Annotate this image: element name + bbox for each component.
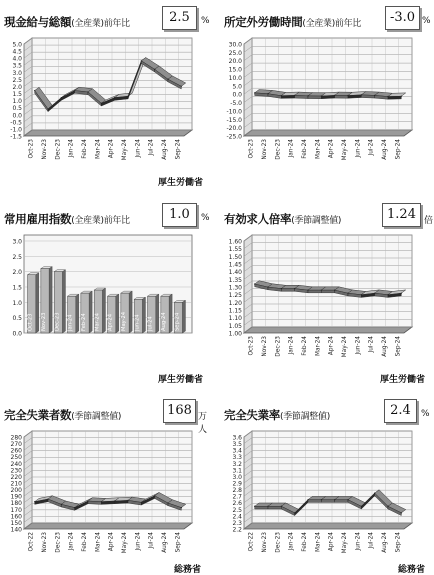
- unit-label: %: [421, 409, 430, 419]
- data-point: [74, 507, 75, 508]
- data-point: [307, 290, 308, 291]
- data-point: [281, 95, 282, 96]
- x-tick-label: Dec-23: [54, 312, 61, 331]
- x-tick-label: Jul-24: [368, 532, 375, 549]
- unit-label: %: [201, 16, 210, 26]
- x-tick-label: Sep-24: [395, 532, 402, 553]
- y-tick-label: 2.5: [12, 76, 22, 84]
- x-tick-label: Feb-24: [302, 532, 308, 552]
- data-point: [321, 499, 322, 500]
- x-tick-label: Sep-24: [395, 336, 402, 357]
- y-tick-label: 2.5: [232, 506, 242, 514]
- chart-panel-unemployment-rate: [224, 399, 429, 575]
- line-segment-edge: [321, 290, 334, 293]
- y-tick-label: 10.0: [228, 74, 242, 82]
- x-tick-label: Aug-24: [382, 532, 388, 553]
- y-tick-label: 30.0: [228, 41, 242, 49]
- line-segment-edge: [321, 95, 334, 98]
- y-tick-label: 1.15: [228, 307, 242, 315]
- x-tick-label: Nov-23: [262, 532, 268, 553]
- y-tick-label: 1.45: [228, 261, 242, 269]
- data-point: [101, 103, 102, 104]
- y-tick-label: 2.0: [12, 83, 22, 91]
- x-tick-label: Jul-24: [368, 139, 375, 156]
- headline-value: 2.5: [162, 6, 197, 30]
- data-point: [47, 108, 48, 109]
- data-point: [321, 95, 322, 96]
- bar-side: [62, 270, 65, 333]
- chart-plot: [224, 32, 430, 172]
- line-segment-edge: [281, 95, 294, 98]
- x-tick-label: May-24: [122, 139, 128, 161]
- chart-title: 完全失業者数(季節調整値): [4, 408, 122, 422]
- data-point: [307, 499, 308, 500]
- chart-plot: [4, 32, 210, 172]
- data-point: [34, 501, 35, 502]
- x-tick-label: Nov-23: [41, 312, 47, 331]
- headline-value: 2.4: [384, 399, 417, 423]
- y-tick-label: 170: [10, 506, 22, 514]
- chart-plot: [224, 229, 430, 369]
- x-tick-label: Dec-23: [275, 532, 282, 553]
- y-tick-label: 3.1: [232, 467, 242, 475]
- data-point: [387, 96, 388, 97]
- y-tick-label: 2.4: [232, 513, 242, 521]
- y-tick-label: 4.0: [12, 55, 22, 63]
- y-tick-label: 3.4: [232, 447, 242, 455]
- line-segment-edge: [335, 95, 348, 98]
- chart-title: 完全失業率(季節調整値): [224, 408, 330, 422]
- y-tick-label: 1.05: [228, 322, 242, 330]
- y-tick-label: -5.0: [230, 100, 242, 108]
- x-tick-label: Aug-24: [382, 336, 388, 357]
- data-point: [47, 498, 48, 499]
- x-tick-label: Jan-24: [68, 139, 75, 158]
- data-point: [101, 501, 102, 502]
- floor: [244, 523, 412, 529]
- x-tick-label: Apr-24: [328, 532, 335, 552]
- y-tick-label: -10.0: [226, 108, 242, 116]
- x-tick-label: Oct-22: [248, 532, 255, 552]
- x-tick-label: Apr-24: [328, 139, 335, 159]
- x-tick-label: Sep-24: [395, 139, 402, 160]
- x-tick-label: Apr-24: [328, 336, 335, 356]
- data-point: [267, 506, 268, 507]
- y-tick-label: 1.40: [228, 269, 242, 277]
- y-tick-label: 15.0: [228, 66, 242, 74]
- data-point: [154, 69, 155, 70]
- x-tick-label: Mar-24: [95, 139, 102, 160]
- y-tick-label: -20.0: [226, 125, 242, 133]
- y-tick-label: 0.0: [12, 330, 22, 338]
- data-point: [334, 499, 335, 500]
- y-tick-label: 3.0: [12, 69, 22, 77]
- y-tick-label: -1.5: [10, 133, 22, 141]
- x-tick-label: Feb-24: [302, 139, 308, 159]
- y-tick-label: 0.5: [12, 105, 22, 113]
- y-tick-label: 280: [10, 434, 22, 442]
- line-segment-edge: [255, 93, 268, 97]
- chart-title: 所定外労働時間(全産業)前年比: [224, 15, 362, 29]
- x-tick-label: Jul-24: [148, 139, 155, 156]
- bar-side: [182, 300, 185, 333]
- line-segment-edge: [361, 95, 374, 98]
- data-point: [114, 97, 115, 98]
- line-segment-edge: [348, 95, 361, 98]
- data-point: [141, 60, 142, 61]
- y-tick-label: -15.0: [226, 116, 242, 124]
- x-tick-label: Dec-23: [55, 139, 62, 160]
- data-point: [307, 95, 308, 96]
- y-tick-label: -25.0: [226, 133, 242, 141]
- y-tick-label: 0.0: [12, 112, 22, 120]
- x-tick-label: Sep-24: [175, 532, 182, 553]
- data-point: [401, 512, 402, 513]
- data-point: [374, 493, 375, 494]
- line-segment-edge: [101, 501, 114, 504]
- y-tick-label: 1.00: [228, 330, 242, 338]
- y-tick-label: 1.55: [228, 246, 242, 254]
- data-point: [361, 294, 362, 295]
- x-tick-label: Mar-24: [315, 139, 322, 160]
- x-tick-label: May-24: [122, 532, 128, 554]
- y-tick-label: 230: [10, 467, 22, 475]
- x-tick-label: Dec-23: [275, 139, 282, 160]
- x-tick-label: Mar-24: [315, 336, 322, 357]
- x-tick-label: Oct-23: [248, 336, 255, 356]
- x-tick-label: Nov-23: [42, 139, 48, 160]
- y-tick-label: 180: [10, 500, 22, 508]
- x-tick-label: Jun-24: [355, 532, 362, 551]
- data-point: [374, 293, 375, 294]
- headline-value: -3.0: [385, 6, 420, 30]
- y-tick-label: 150: [10, 519, 22, 527]
- data-point: [154, 495, 155, 496]
- y-tick-label: 1.30: [228, 284, 242, 292]
- data-point: [167, 502, 168, 503]
- y-tick-label: 2.8: [232, 487, 242, 495]
- floor: [24, 523, 192, 529]
- y-tick-label: -1.0: [10, 126, 22, 134]
- chart-panel-unemployed-persons: [4, 399, 209, 575]
- x-tick-label: Nov-23: [262, 336, 268, 357]
- data-point: [181, 86, 182, 87]
- data-point: [294, 95, 295, 96]
- y-tick-label: 1.25: [228, 292, 242, 300]
- side-wall: [24, 38, 32, 136]
- x-tick-label: Jul-24: [368, 336, 375, 353]
- y-tick-label: 250: [10, 454, 22, 462]
- bar-side: [169, 294, 172, 333]
- line-segment-edge: [268, 506, 281, 509]
- y-tick-label: 3.3: [232, 454, 242, 462]
- x-tick-label: May-24: [342, 532, 348, 554]
- y-tick-label: 2.6: [232, 500, 242, 508]
- data-point: [281, 288, 282, 289]
- data-point: [127, 96, 128, 97]
- y-tick-label: 4.5: [12, 48, 22, 56]
- data-point: [401, 293, 402, 294]
- chart-title: 有効求人倍率(季節調整値): [224, 212, 342, 226]
- chart-plot: [4, 229, 210, 369]
- line-segment-edge: [335, 500, 348, 503]
- floor: [244, 327, 412, 333]
- headline-value: 1.0: [162, 203, 197, 227]
- bar-side: [129, 291, 132, 333]
- data-point: [167, 79, 168, 80]
- unit-label: 万人: [198, 412, 208, 435]
- x-tick-label: Jan-24: [288, 532, 295, 551]
- x-tick-label: Jun-24: [135, 139, 142, 158]
- y-tick-label: 270: [10, 441, 22, 449]
- data-point: [61, 504, 62, 505]
- headline-value: 168: [163, 399, 196, 423]
- y-tick-label: 0.0: [232, 91, 242, 99]
- bar-side: [89, 291, 92, 333]
- data-point: [267, 93, 268, 94]
- data-point: [34, 90, 35, 91]
- x-tick-label: Apr-24: [107, 313, 114, 331]
- y-tick-label: 1.10: [228, 315, 242, 323]
- chart-panel-wages: [4, 6, 209, 186]
- y-tick-label: 3.0: [232, 473, 242, 481]
- data-point: [361, 94, 362, 95]
- bar-side: [116, 294, 119, 333]
- line-segment-edge: [115, 500, 128, 503]
- x-tick-label: Dec-23: [55, 532, 62, 553]
- data-point: [181, 507, 182, 508]
- floor: [24, 130, 192, 136]
- y-tick-label: 1.0: [12, 98, 22, 106]
- x-tick-label: Mar-24: [315, 532, 322, 553]
- x-tick-label: Sep-24: [174, 312, 181, 331]
- y-tick-label: 220: [10, 473, 22, 481]
- bar-side: [102, 288, 105, 333]
- source-label: 厚生労働省: [379, 375, 425, 385]
- bar-side: [76, 294, 79, 333]
- data-point: [387, 506, 388, 507]
- y-tick-label: 140: [10, 526, 22, 534]
- headline-value: 1.24: [382, 203, 421, 227]
- line-segment-edge: [308, 290, 321, 293]
- chart-title: 常用雇用指数(全産業)前年比: [4, 212, 130, 226]
- y-tick-label: 2.7: [232, 493, 242, 501]
- y-tick-label: 190: [10, 493, 22, 501]
- data-point: [267, 286, 268, 287]
- x-tick-label: Jan-24: [67, 314, 74, 331]
- bar-side: [36, 273, 39, 333]
- unit-label: %: [201, 213, 210, 223]
- x-tick-label: Nov-23: [42, 532, 48, 553]
- data-point: [74, 90, 75, 91]
- x-tick-label: May-24: [342, 139, 348, 161]
- data-point: [387, 294, 388, 295]
- y-tick-label: 5.0: [232, 83, 242, 91]
- y-tick-label: 20.0: [228, 58, 242, 66]
- data-point: [114, 500, 115, 501]
- y-tick-label: 2.5: [12, 253, 22, 261]
- data-point: [87, 91, 88, 92]
- y-tick-label: 3.0: [12, 238, 22, 246]
- floor: [244, 130, 412, 136]
- data-point: [294, 512, 295, 513]
- y-tick-label: 240: [10, 460, 22, 468]
- x-tick-label: Apr-24: [108, 139, 115, 159]
- y-tick-label: 0.5: [12, 315, 22, 323]
- y-tick-label: 160: [10, 513, 22, 521]
- y-tick-label: 1.35: [228, 276, 242, 284]
- y-tick-label: 2.3: [232, 519, 242, 527]
- x-tick-label: Jun-24: [134, 314, 141, 331]
- chart-title: 現金給与総額(全産業)前年比: [4, 15, 130, 29]
- chart-plot: [4, 425, 210, 565]
- side-wall: [244, 38, 252, 136]
- x-tick-label: Jul-24: [148, 532, 155, 549]
- x-tick-label: Mar-24: [95, 532, 102, 553]
- line-segment-edge: [308, 96, 321, 99]
- data-point: [347, 499, 348, 500]
- data-point: [141, 502, 142, 503]
- chart-panel-job-openings-ratio: [224, 203, 434, 385]
- y-tick-label: 1.0: [12, 299, 22, 307]
- y-tick-label: 1.5: [12, 91, 22, 99]
- line-segment-edge: [255, 506, 268, 509]
- data-point: [87, 500, 88, 501]
- y-tick-label: 3.2: [232, 460, 242, 468]
- x-tick-label: Aug-24: [382, 139, 388, 160]
- source-label: 厚生労働省: [157, 375, 203, 385]
- x-tick-label: Mar-24: [94, 313, 101, 331]
- chart-panel-employment-index: [4, 203, 209, 383]
- y-tick-label: 2.9: [232, 480, 242, 488]
- data-point: [254, 283, 255, 284]
- x-tick-label: Jan-24: [288, 139, 295, 158]
- line-segment-edge: [88, 501, 101, 504]
- y-tick-label: 1.50: [228, 253, 242, 261]
- x-tick-label: Jan-24: [68, 532, 75, 551]
- data-point: [254, 92, 255, 93]
- x-tick-label: Feb-24: [81, 313, 87, 331]
- data-point: [347, 293, 348, 294]
- line-segment-edge: [321, 500, 334, 503]
- y-tick-label: 210: [10, 480, 22, 488]
- y-tick-label: 1.5: [12, 284, 22, 292]
- x-tick-label: Jan-24: [288, 336, 295, 355]
- data-point: [361, 506, 362, 507]
- y-tick-label: 3.6: [232, 434, 242, 442]
- x-tick-label: Feb-24: [82, 532, 88, 552]
- y-tick-label: 200: [10, 487, 22, 495]
- chart-panel-overtime: [224, 6, 429, 186]
- x-tick-label: Aug-24: [161, 312, 167, 331]
- x-tick-label: Apr-24: [108, 532, 115, 552]
- x-tick-label: Dec-23: [275, 336, 282, 357]
- y-tick-label: 1.20: [228, 299, 242, 307]
- y-tick-label: 2.2: [232, 526, 242, 534]
- data-point: [254, 506, 255, 507]
- x-tick-label: Sep-24: [175, 139, 182, 160]
- y-tick-label: 2.0: [12, 269, 22, 277]
- x-tick-label: Aug-24: [162, 139, 168, 160]
- x-tick-label: Feb-24: [82, 139, 88, 159]
- y-tick-label: 3.5: [232, 441, 242, 449]
- bar-side: [156, 294, 159, 333]
- x-tick-label: Feb-24: [302, 336, 308, 356]
- data-point: [347, 95, 348, 96]
- unit-label: %: [422, 16, 431, 26]
- line-segment-edge: [295, 95, 308, 98]
- line-segment-edge: [388, 96, 401, 99]
- x-tick-label: Oct-23: [248, 139, 255, 159]
- x-tick-label: Aug-24: [162, 532, 168, 553]
- bar-side: [49, 267, 52, 333]
- data-point: [374, 95, 375, 96]
- y-tick-label: 3.5: [12, 62, 22, 70]
- source-label: 総務省: [397, 565, 425, 575]
- x-tick-label: Jul-24: [147, 316, 154, 331]
- data-point: [321, 290, 322, 291]
- data-point: [281, 506, 282, 507]
- y-tick-label: -0.5: [10, 119, 22, 127]
- x-tick-label: Oct-22: [28, 532, 35, 552]
- x-tick-label: Jun-24: [135, 532, 142, 551]
- y-tick-label: 260: [10, 447, 22, 455]
- data-point: [61, 97, 62, 98]
- y-tick-label: 1.60: [228, 238, 242, 246]
- chart-plot: [224, 425, 430, 565]
- x-tick-label: Jun-24: [355, 139, 362, 158]
- y-tick-label: 25.0: [228, 49, 242, 57]
- data-point: [127, 500, 128, 501]
- data-point: [294, 288, 295, 289]
- data-point: [334, 290, 335, 291]
- source-label: 総務省: [173, 565, 201, 575]
- x-tick-label: May-24: [342, 336, 348, 358]
- data-point: [401, 96, 402, 97]
- bar-side: [142, 297, 145, 333]
- source-label: 厚生労働省: [157, 178, 203, 188]
- unit-label: 倍: [424, 216, 434, 226]
- x-tick-label: Oct-23: [28, 139, 35, 159]
- x-tick-label: Jun-24: [355, 336, 362, 355]
- line-segment-edge: [308, 500, 321, 503]
- x-tick-label: Oct-23: [27, 313, 34, 331]
- x-tick-label: May-24: [121, 311, 127, 331]
- y-tick-label: 5.0: [12, 41, 22, 49]
- x-tick-label: Nov-23: [262, 139, 268, 160]
- line-segment-edge: [281, 289, 294, 292]
- data-point: [334, 95, 335, 96]
